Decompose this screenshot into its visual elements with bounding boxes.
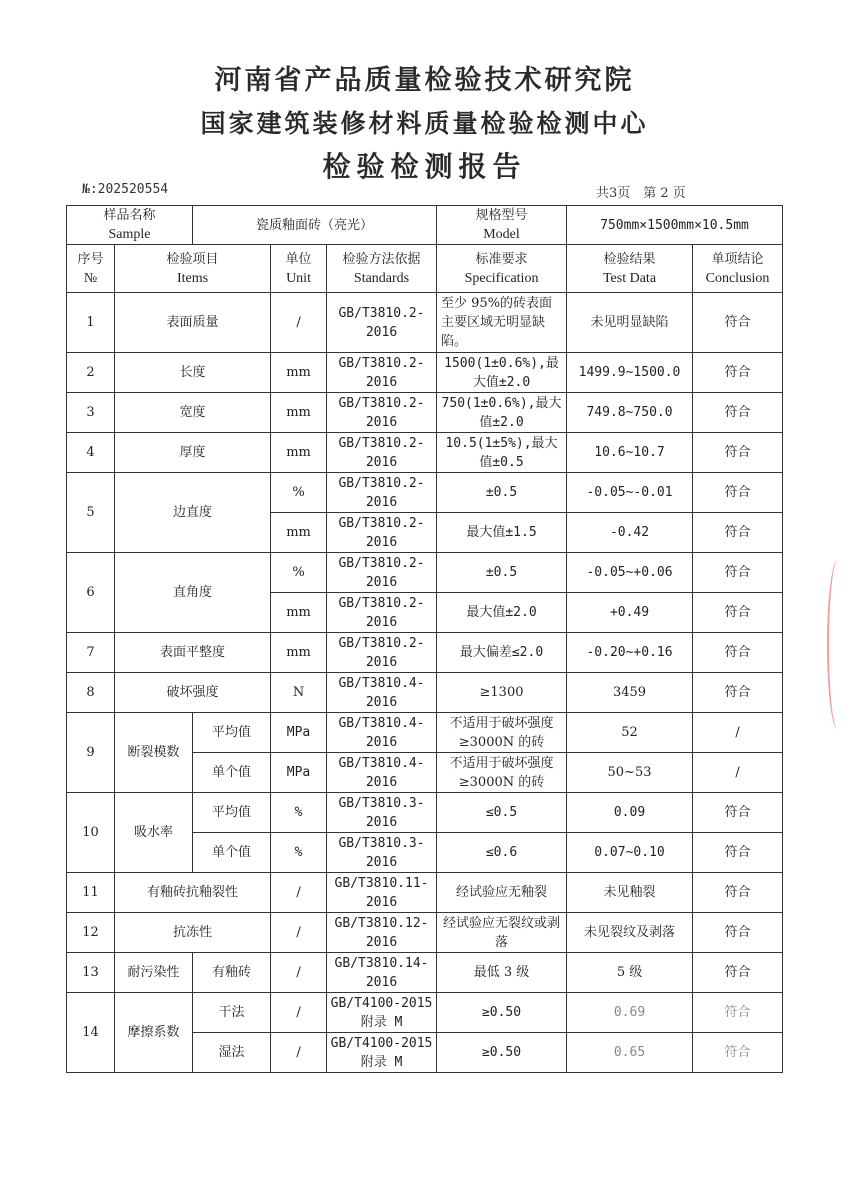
row-spec: 经试验应无釉裂: [437, 873, 567, 913]
model-value: 750mm×1500mm×10.5mm: [567, 206, 783, 245]
table-row: [67, 793, 783, 833]
row-data: -0.20~+0.16: [567, 633, 693, 673]
row-standard: GB/T3810.2-2016: [327, 513, 437, 553]
row-unit: N: [271, 673, 327, 713]
row-item: 表面质量: [115, 293, 271, 353]
report-number: №:202520554: [82, 182, 169, 197]
row-spec: ≥0.50: [437, 993, 567, 1033]
row-no: 13: [67, 953, 115, 993]
row-data: 未见釉裂: [567, 873, 693, 913]
row-item: 耐污染性: [115, 953, 193, 993]
row-spec: ≤0.5: [437, 793, 567, 833]
row-unit: mm: [271, 393, 327, 433]
row-item: 长度: [115, 353, 271, 393]
row-unit: mm: [271, 633, 327, 673]
row-data: 1499.9~1500.0: [567, 353, 693, 393]
institute-title: 河南省产品质量检验技术研究院: [214, 65, 635, 96]
row-no: 8: [67, 673, 115, 713]
row-conclusion: 符合: [693, 473, 783, 513]
row-unit: %: [271, 833, 327, 873]
row-conclusion: /: [693, 713, 783, 753]
row-no: 14: [67, 993, 115, 1073]
row-data: 10.6~10.7: [567, 433, 693, 473]
row-unit: mm: [271, 433, 327, 473]
page-indicator: 共3页 第 2 页: [596, 186, 686, 201]
row-data: 50~53: [567, 753, 693, 793]
row-data: 0.69: [567, 993, 693, 1033]
row-data: 5 级: [567, 953, 693, 993]
row-unit: mm: [271, 513, 327, 553]
row-no: 6: [67, 553, 115, 633]
row-spec: 经试验应无裂纹或剥落: [437, 913, 567, 953]
row-data: +0.49: [567, 593, 693, 633]
row-spec: 不适用于破坏强度≥3000N 的砖: [437, 713, 567, 753]
row-no: 9: [67, 713, 115, 793]
row-unit: %: [271, 793, 327, 833]
row-spec: 不适用于破坏强度≥3000N 的砖: [437, 753, 567, 793]
row-no: 3: [67, 393, 115, 433]
row-no: 7: [67, 633, 115, 673]
row-item: 吸水率: [115, 793, 193, 873]
col-items: 检验项目 Items: [115, 245, 271, 293]
row-standard: GB/T4100-2015 附录 M: [327, 993, 437, 1033]
row-no: 10: [67, 793, 115, 873]
row-conclusion: 符合: [693, 913, 783, 953]
table-row: [67, 633, 783, 673]
table-row: [67, 393, 783, 433]
row-spec: 最大偏差≤2.0: [437, 633, 567, 673]
table-row: [67, 553, 783, 593]
row-conclusion: 符合: [693, 513, 783, 553]
row-subitem: 单个值: [193, 753, 271, 793]
row-unit: /: [271, 293, 327, 353]
row-no: 2: [67, 353, 115, 393]
row-standard: GB/T3810.2-2016: [327, 633, 437, 673]
row-data: 0.09: [567, 793, 693, 833]
row-conclusion: 符合: [693, 553, 783, 593]
row-standard: GB/T3810.2-2016: [327, 353, 437, 393]
row-conclusion: 符合: [693, 293, 783, 353]
row-spec: ≥0.50: [437, 1033, 567, 1073]
row-subitem: 干法: [193, 993, 271, 1033]
row-data: -0.05~+0.06: [567, 553, 693, 593]
row-data: 749.8~750.0: [567, 393, 693, 433]
col-spec: 标准要求 Specification: [437, 245, 567, 293]
row-conclusion: 符合: [693, 793, 783, 833]
row-spec: 最低 3 级: [437, 953, 567, 993]
table-row: [67, 293, 783, 353]
row-unit: /: [271, 873, 327, 913]
table-row: [67, 433, 783, 473]
row-unit: %: [271, 553, 327, 593]
row-subitem: 湿法: [193, 1033, 271, 1073]
row-standard: GB/T3810.2-2016: [327, 293, 437, 353]
table-row: [67, 953, 783, 993]
row-spec: 至少 95%的砖表面主要区域无明显缺陷。: [437, 293, 567, 353]
row-spec: ≤0.6: [437, 833, 567, 873]
sample-label: 样品名称 Sample: [67, 206, 193, 245]
row-standard: GB/T3810.11-2016: [327, 873, 437, 913]
header-row: [67, 245, 783, 293]
row-conclusion: 符合: [693, 1033, 783, 1073]
row-conclusion: 符合: [693, 433, 783, 473]
report-title: 检验检测报告: [322, 150, 527, 183]
row-standard: GB/T4100-2015 附录 M: [327, 1033, 437, 1073]
row-conclusion: 符合: [693, 393, 783, 433]
center-title: 国家建筑装修材料质量检验检测中心: [200, 109, 649, 138]
row-conclusion: 符合: [693, 633, 783, 673]
row-data: 3459: [567, 673, 693, 713]
row-subitem: 平均值: [193, 713, 271, 753]
row-item: 直角度: [115, 553, 271, 633]
row-conclusion: 符合: [693, 593, 783, 633]
row-no: 12: [67, 913, 115, 953]
row-conclusion: 符合: [693, 953, 783, 993]
row-data: 未见明显缺陷: [567, 293, 693, 353]
row-unit: MPa: [271, 753, 327, 793]
col-unit: 单位 Unit: [271, 245, 327, 293]
row-item: 摩擦系数: [115, 993, 193, 1073]
row-item: 边直度: [115, 473, 271, 553]
model-label: 规格型号 Model: [437, 206, 567, 245]
table-row: [67, 993, 783, 1033]
row-unit: /: [271, 913, 327, 953]
inspection-table: [66, 205, 783, 1073]
row-unit: /: [271, 993, 327, 1033]
row-unit: /: [271, 1033, 327, 1073]
table-row: [67, 713, 783, 753]
row-unit: %: [271, 473, 327, 513]
row-standard: GB/T3810.14-2016: [327, 953, 437, 993]
row-spec: 最大值±1.5: [437, 513, 567, 553]
row-unit: MPa: [271, 713, 327, 753]
row-standard: GB/T3810.3-2016: [327, 793, 437, 833]
sample-value: 瓷质釉面砖（亮光）: [193, 206, 437, 245]
row-data: 0.65: [567, 1033, 693, 1073]
row-conclusion: 符合: [693, 673, 783, 713]
row-spec: ±0.5: [437, 553, 567, 593]
row-no: 1: [67, 293, 115, 353]
row-standard: GB/T3810.4-2016: [327, 713, 437, 753]
row-standard: GB/T3810.4-2016: [327, 673, 437, 713]
row-spec: ≥1300: [437, 673, 567, 713]
row-subitem: 平均值: [193, 793, 271, 833]
row-conclusion: 符合: [693, 353, 783, 393]
row-data: -0.42: [567, 513, 693, 553]
row-standard: GB/T3810.2-2016: [327, 393, 437, 433]
row-conclusion: 符合: [693, 833, 783, 873]
row-conclusion: 符合: [693, 873, 783, 913]
row-subitem: 有釉砖: [193, 953, 271, 993]
table-row: [67, 873, 783, 913]
row-standard: GB/T3810.2-2016: [327, 473, 437, 513]
row-unit: mm: [271, 593, 327, 633]
row-item: 厚度: [115, 433, 271, 473]
row-conclusion: /: [693, 753, 783, 793]
row-item: 断裂模数: [115, 713, 193, 793]
row-unit: mm: [271, 353, 327, 393]
col-no: 序号 №: [67, 245, 115, 293]
row-data: 未见裂纹及剥落: [567, 913, 693, 953]
row-standard: GB/T3810.2-2016: [327, 433, 437, 473]
row-standard: GB/T3810.3-2016: [327, 833, 437, 873]
col-conclusion: 单项结论 Conclusion: [693, 245, 783, 293]
row-spec: 10.5(1±5%),最大值±0.5: [437, 433, 567, 473]
row-item: 表面平整度: [115, 633, 271, 673]
table-row: [67, 913, 783, 953]
row-spec: 750(1±0.6%),最大值±2.0: [437, 393, 567, 433]
row-no: 11: [67, 873, 115, 913]
row-conclusion: 符合: [693, 993, 783, 1033]
row-item: 有釉砖抗釉裂性: [115, 873, 271, 913]
row-data: 0.07~0.10: [567, 833, 693, 873]
col-standards: 检验方法依据 Standards: [327, 245, 437, 293]
sample-row: [67, 206, 783, 245]
row-item: 抗冻性: [115, 913, 271, 953]
row-spec: 1500(1±0.6%),最大值±2.0: [437, 353, 567, 393]
row-standard: GB/T3810.2-2016: [327, 553, 437, 593]
row-data: 52: [567, 713, 693, 753]
seal-stamp-edge: [827, 560, 849, 730]
row-standard: GB/T3810.4-2016: [327, 753, 437, 793]
row-item: 宽度: [115, 393, 271, 433]
row-item: 破坏强度: [115, 673, 271, 713]
table-row: [67, 673, 783, 713]
row-no: 4: [67, 433, 115, 473]
row-standard: GB/T3810.2-2016: [327, 593, 437, 633]
row-standard: GB/T3810.12-2016: [327, 913, 437, 953]
row-spec: 最大值±2.0: [437, 593, 567, 633]
row-spec: ±0.5: [437, 473, 567, 513]
col-data: 检验结果 Test Data: [567, 245, 693, 293]
row-data: -0.05~-0.01: [567, 473, 693, 513]
row-no: 5: [67, 473, 115, 553]
table-row: [67, 473, 783, 513]
table-row: [67, 353, 783, 393]
row-subitem: 单个值: [193, 833, 271, 873]
row-unit: /: [271, 953, 327, 993]
